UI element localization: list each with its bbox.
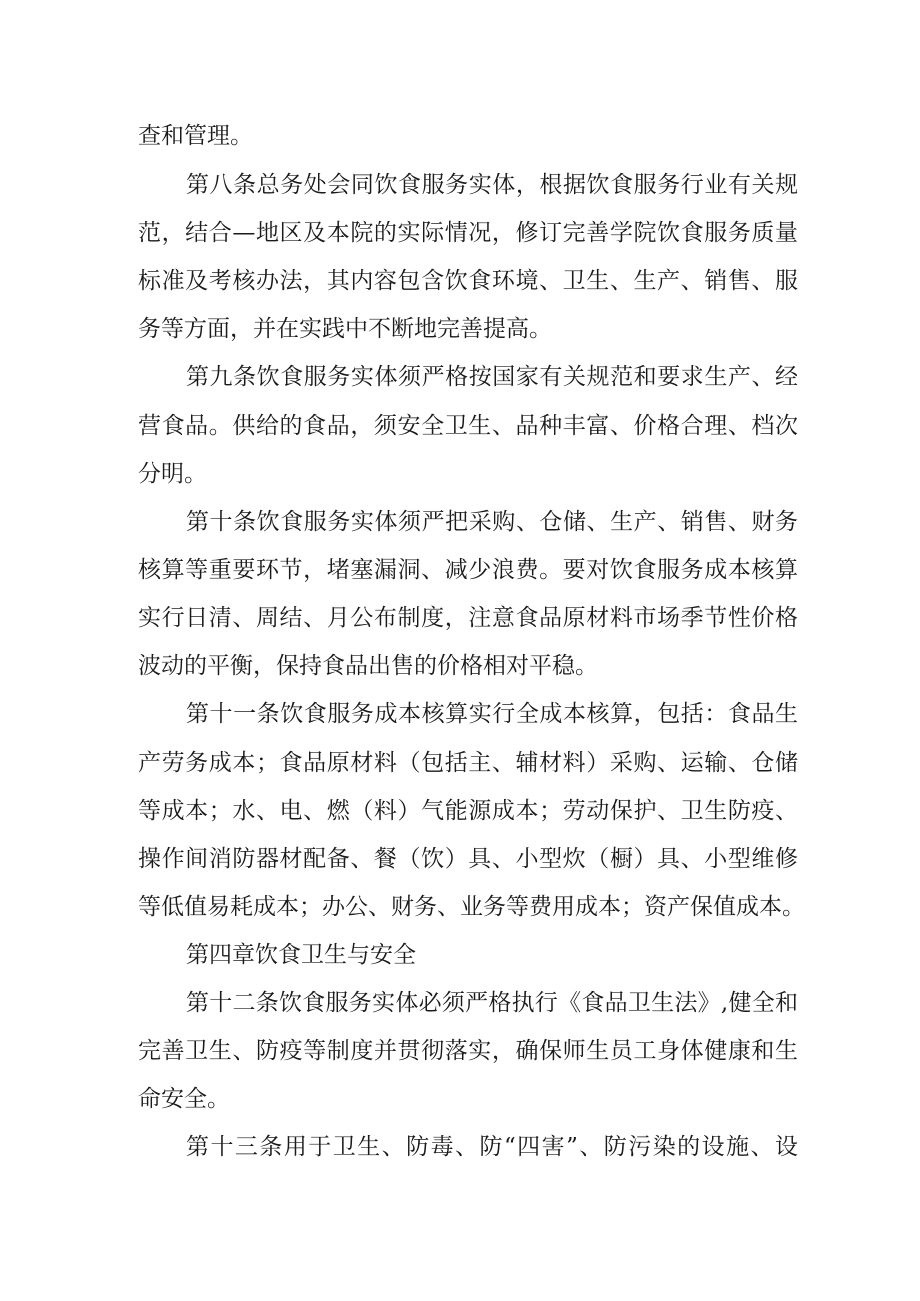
- text-line: 查和管理。: [138, 123, 253, 149]
- paragraph-start-line: 第十一条饮食服务成本核算实行全成本核算，包括：食品生: [186, 701, 798, 727]
- paragraph-start-line: 第十二条饮食服务实体必须严格执行《食品卫生法》,健全和: [186, 990, 798, 1016]
- text-line: 标准及考核办法，其内容包含饮食环境、卫生、生产、销售、服: [138, 268, 798, 294]
- text-line: 核算等重要环节，堵塞漏洞、减少浪费。要对饮食服务成本核算: [138, 557, 798, 583]
- chapter-heading: 第四章饮食卫生与安全: [186, 942, 416, 968]
- text-line: 操作间消防器材配备、餐（饮）具、小型炊（橱）具、小型维修: [138, 846, 798, 872]
- text-line: 实行日清、周结、月公布制度，注意食品原材料市场季节性价格: [138, 605, 798, 631]
- text-line: 营食品。供给的食品，须安全卫生、品种丰富、价格合理、档次: [138, 413, 798, 439]
- text-line: 命安全。: [138, 1086, 230, 1112]
- text-line: 分明。: [138, 461, 207, 487]
- text-line: 务等方面，并在实践中不断地完善提高。: [138, 316, 552, 342]
- text-line: 产劳务成本；食品原材料（包括主、辅材料）采购、运输、仓储: [138, 750, 798, 776]
- text-line: 等成本；水、电、燃（料）气能源成本；劳动保护、卫生防疫、: [138, 798, 798, 824]
- text-line: 范，结合—地区及本院的实际情况，修订完善学院饮食服务质量: [138, 220, 798, 246]
- paragraph-start-line: 第十三条用于卫生、防毒、防“四害”、防污染的设施、设: [186, 1134, 798, 1160]
- paragraph-start-line: 第八条总务处会同饮食服务实体，根据饮食服务行业有关规: [186, 172, 798, 198]
- text-line: 完善卫生、防疫等制度并贯彻落实，确保师生员工身体健康和生: [138, 1038, 798, 1064]
- paragraph-start-line: 第十条饮食服务实体须严把采购、仓储、生产、销售、财务: [186, 509, 798, 535]
- text-line: 波动的平衡，保持食品出售的价格相对平稳。: [138, 653, 598, 679]
- text-line: 等低值易耗成本；办公、财务、业务等费用成本；资产保值成本。: [138, 894, 805, 920]
- paragraph-start-line: 第九条饮食服务实体须严格按国家有关规范和要求生产、经: [186, 364, 798, 390]
